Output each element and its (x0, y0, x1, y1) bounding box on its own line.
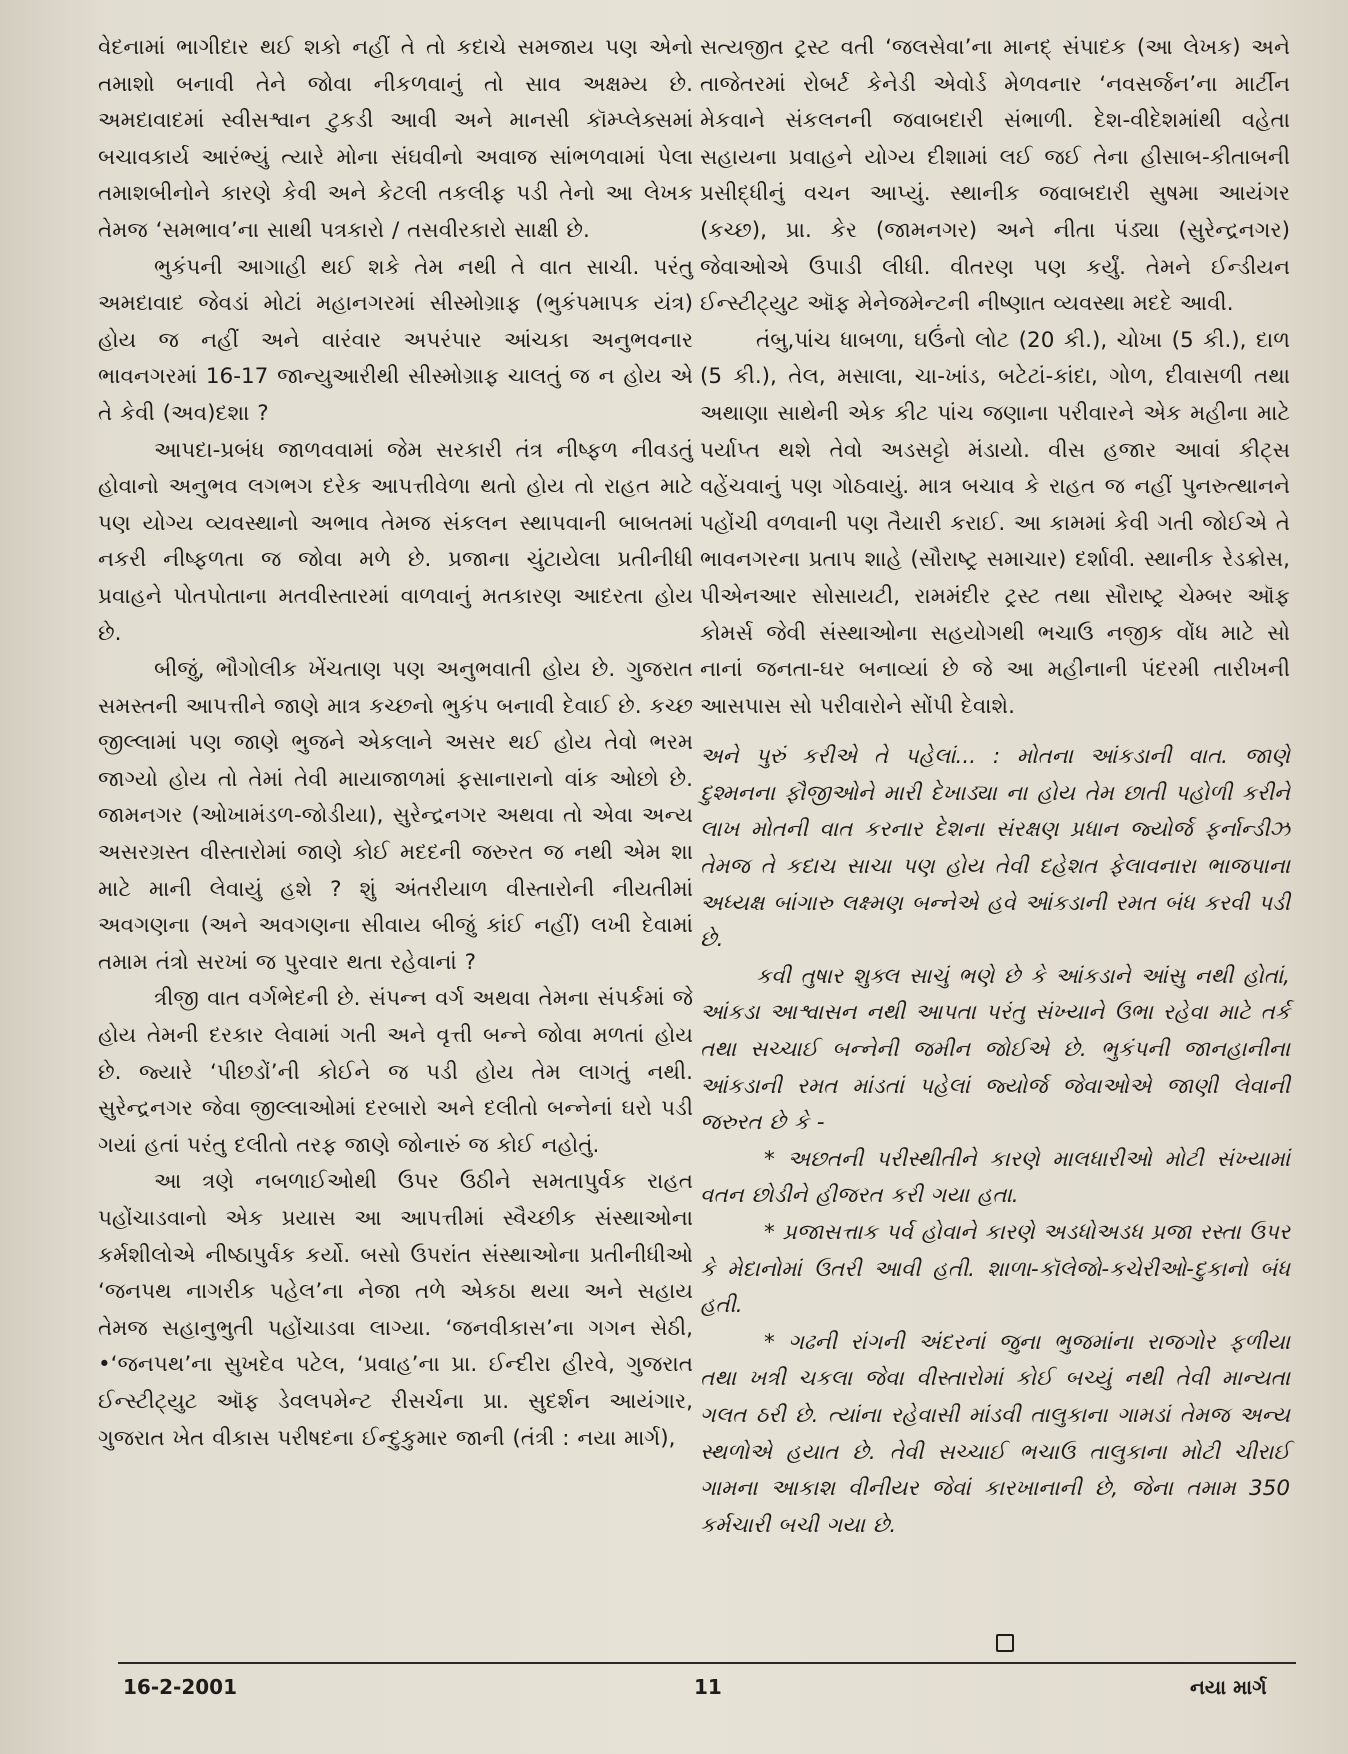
bullet-point: * ગઢની રાંગની અંદરનાં જુના ભુજમાંના રાજગોર ફળીયા તથા ખત્રી ચકલા જેવા વીસ્તારોમાં કોઈ બચ્યું નથી તેવી માન્યતા ગલત ઠરી છે. ત્યાંના રહેવાસી માંડવી તાલુકાના ગામડાં તેમજ અન્ય સ્થળોએ હયાત છે. તેવી સચ્ચાઈ ભચાઉ તાલુકાના મોટી ચીરાઈ ગામના આકાશ વીનીયર જેવાં કારખાનાની છે, જેના તમામ 350 કર્મચારી બચી ગયા છે. (700, 1329, 1290, 1538)
footer-divider (118, 1662, 1296, 1664)
right-column (700, 30, 1290, 1544)
paragraph: ભુકંપની આગાહી થઈ શકે તેમ નથી તે વાત સાચી. પરંતુ અમદાવાદ જેવડાં મોટાં મહાનગરમાં સીસ્મોગ્રાફ (ભુકંપમાપક યંત્ર) હોય જ નહીં અને વારંવાર અપરંપાર આંચકા અનુભવનાર ભાવનગરમાં 16-17 જાન્યુઆરીથી સીસ્મોગ્રાફ ચાલતું જ ન હોય એ તે કેવી (અવ)દશા ? (98, 254, 693, 426)
paragraph: ત્રીજી વાત વર્ગભેદની છે. સંપન્ન વર્ગ અથવા તેમના સંપર્કમાં જે હોય તેમની દરકાર લેવામાં ગતી અને વૃત્તી બન્ને જોવા મળતાં હોય છે. જ્યારે ‘પીછડોં’ની કોઈને જ પડી હોય તેમ લાગતું નથી. સુરેન્દ્રનગર જેવા જીલ્લાઓમાં દરબારો અને દલીતો બન્નેનાં ઘરો પડી ગયાં હતાં પરંતુ દલીતો તરફ જાણે જોનારું જ કોઈ નહોતું. (98, 986, 693, 1158)
paragraph: તંબુ,પાંચ ધાબળા, ઘઉંનો લોટ (20 કી.), ચોખા (5 કી.), દાળ (5 કી.), તેલ, મસાલા, ચા-ખાંડ, બટેટાં-કાંદા, ગોળ, દીવાસળી તથા અથાણા સાથેની એક કીટ પાંચ જણાના પરીવારને એક મહીના માટે પર્યાપ્ત થશે તેવો અડસટ્ટો મંડાયો. વીસ હજાર આવાં કીટ્સ વહેંચવાનું પણ ગોઠવાયું. માત્ર બચાવ કે રાહત જ નહીં પુનરુત્થાનને પહોંચી વળવાની પણ તૈયારી કરાઈ. આ કામમાં કેવી ગતી જોઈએ તે ભાવનગરના પ્રતાપ શાહે (સૌરાષ્ટ્ર સમાચાર) દર્શાવી. સ્થાનીક રેડક્રોસ, પીએનઆર સોસાયટી, રામમંદીર ટ્રસ્ટ તથા સૌરાષ્ટ્ર ચેમ્બર ઑફ કોમર્સ જેવી સંસ્થાઓના સહયોગથી ભચાઉ નજીક વોંધ માટે સો નાનાં જનતા-ઘર બનાવ્યાં છે જે આ મહીનાની પંદરમી તારીખની આસપાસ સો પરીવારોને સોંપી દેવાશે. (700, 327, 1290, 719)
left-column (98, 30, 693, 1457)
paragraph: આપદા-પ્રબંધ જાળવવામાં જેમ સરકારી તંત્ર નીષ્ફળ નીવડતું હોવાનો અનુભવ લગભગ દરેક આપત્તીવેળા થતો હોય તો રાહત માટે પણ યોગ્ય વ્યવસ્થાનો અભાવ તેમજ સંકલન સ્થાપવાની બાબતમાં નકરી નીષ્ફળતા જ જોવા મળે છે. પ્રજાના ચુંટાયેલા પ્રતીનીધી પ્રવાહને પોતપોતાના મતવીસ્તારમાં વાળવાનું મતકારણ આદરતા હોય છે. (98, 437, 693, 646)
paragraph: બીજું, ભૌગોલીક ખેંચતાણ પણ અનુભવાતી હોય છે. ગુજરાત સમસ્તની આપત્તીને જાણે માત્ર કચ્છનો ભુકંપ બનાવી દેવાઈ છે. કચ્છ જીલ્લામાં પણ જાણે ભુજને એકલાને અસર થઈ હોય તેવો ભરમ જાગ્યો હોય તો તેમાં તેવી માયાજાળમાં ફસાનારાનો વાંક ઓછો છે. જામનગર (ઓખામંડળ-જોડીયા), સુરેન્દ્રનગર અથવા તો એવા અન્ય અસરગ્રસ્ત વીસ્તારોમાં જાણે કોઈ મદદની જરુરત જ નથી એમ શા માટે માની લેવાયું હશે ? શું અંતરીયાળ વીસ્તારોની નીયતીમાં અવગણના (અને અવગણના સીવાય બીજું કાંઈ નહીં) લખી દેવામાં તમામ તંત્રો સરખાં જ પુરવાર થતા રહેવાનાં ? (98, 657, 693, 975)
footer-date: 16-2-2001 (123, 1675, 238, 1699)
paragraph: વેદનામાં ભાગીદાર થઈ શકો નહીં તે તો કદાચે સમજાય પણ એનો તમાશો બનાવી તેને જોવા નીકળવાનું તો સાવ અક્ષમ્ય છે. અમદાવાદમાં સ્વીસશ્વાન ટુકડી આવી અને માનસી કૉમ્પ્લેક્સમાં બચાવકાર્ય આરંભ્યું ત્યારે મોના સંઘવીનો અવાજ સાંભળવામાં પેલા તમાશબીનોને કારણે કેવી અને કેટલી તકલીફ પડી તેનો આ લેખક તેમજ ‘સમભાવ’ના સાથી પત્રકારો / તસવીરકારો સાક્ષી છે. (98, 35, 693, 243)
magazine-name: નયા માર્ગ (1190, 1675, 1267, 1699)
page-number: 11 (694, 1675, 722, 1699)
paragraph: કવી તુષાર શુક્લ સાચું ભણે છે કે આંકડાને આંસુ નથી હોતાં, આંકડા આશ્વાસન નથી આપતા પરંતુ સંખ્યાને ઉભા રહેવા માટે તર્ક તથા સચ્ચાઈ બન્નેની જમીન જોઈએ છે. ભુકંપની જાનહાનીના આંકડાની રમત માંડતાં પહેલાં જ્યોર્જ જેવાઓએ જાણી લેવાની જરુરત છે કે - (700, 963, 1290, 1136)
paragraph: સત્યજીત ટ્રસ્ટ વતી ‘જલસેવા’ના માનદ્ સંપાદક (આ લેખક) અને તાજેતરમાં રોબર્ટ કેનેડી એવોર્ડ મેળવનાર ‘નવસર્જન’ના માર્ટીન મેકવાને સંકલનની જવાબદારી સંભાળી. દેશ-વીદેશમાંથી વહેતા સહાયના પ્રવાહને યોગ્ય દીશામાં લઈ જઈ તેના હીસાબ-કીતાબની પ્રસીદ્ધીનું વચન આપ્યું. સ્થાનીક જવાબદારી સુષમા આયંગર (કચ્છ), પ્રા. કેર (જામનગર) અને નીતા પંડ્યા (સુરેન્દ્રનગર) જેવાઓએ ઉપાડી લીધી. વીતરણ પણ કર્યું. તેમને ઈન્ડીયન ઈન્સ્ટીટ્યુટ ઑફ મેનેજમેન્ટની નીષ્ણાત વ્યવસ્થા મદદે આવી. (700, 35, 1290, 317)
end-of-article-mark (996, 1634, 1014, 1652)
closing-section-paragraph: અને પુરું કરીએ તે પહેલાં... : મોતના આંકડાની વાત. જાણે દુશ્મનના ફૌજીઓને મારી દેખાડ્યા ના હોય તેમ છાતી પહોળી કરીને લાખ મોતની વાત કરનાર દેશના સંરક્ષણ પ્રધાન જ્યોર્જ ફર્નાન્ડીઝ તેમજ તે કદાચ સાચા પણ હોય તેવી દહેશત ફેલાવનારા ભાજપાના અધ્યક્ષ બાંગારુ લક્ષ્મણ બન્નેએ હવે આંકડાની રમત બંધ કરવી પડી છે. (700, 744, 1290, 953)
bullet-point: * પ્રજાસત્તાક પર્વ હોવાને કારણે અડધોઅડધ પ્રજા રસ્તા ઉપર કે મેદાનોમાં ઉતરી આવી હતી. શાળા-કૉલેજો-કચેરીઓ-દુકાનો બંધ હતી. (700, 1220, 1290, 1319)
bullet-point: * અછતની પરીસ્થીતીને કારણે માલધારીઓ મોટી સંખ્યામાં વતન છોડીને હીજરત કરી ગયા હતા. (700, 1146, 1290, 1209)
paragraph: આ ત્રણે નબળાઈઓથી ઉપર ઉઠીને સમતાપુર્વક રાહત પહોંચાડવાનો એક પ્રયાસ આ આપત્તીમાં સ્વૈચ્છીક સંસ્થાઓના કર્મશીલોએ નીષ્ઠાપુર્વક કર્યો. બસો ઉપરાંત સંસ્થાઓના પ્રતીનીધીઓ ‘જનપથ નાગરીક પહેલ’ના નેજા તળે એકઠા થયા અને સહાય તેમજ સહાનુભુતી પહોંચાડવા લાગ્યા. ‘જનવીકાસ’ના ગગન સેઠી, •‘જનપથ’ના સુખદેવ પટેલ, ‘પ્રવાહ’ના પ્રા. ઈન્દીરા હીરવે, ગુજરાત ઈન્સ્ટીટ્યુટ ઑફ ડેવલપમેન્ટ રીસર્ચના પ્રા. સુદર્શન આયંગાર, ગુજરાત ખેત વીકાસ પરીષદના ઈન્દુકુમાર જાની (તંત્રી : નયા માર્ગ), (98, 1169, 693, 1451)
